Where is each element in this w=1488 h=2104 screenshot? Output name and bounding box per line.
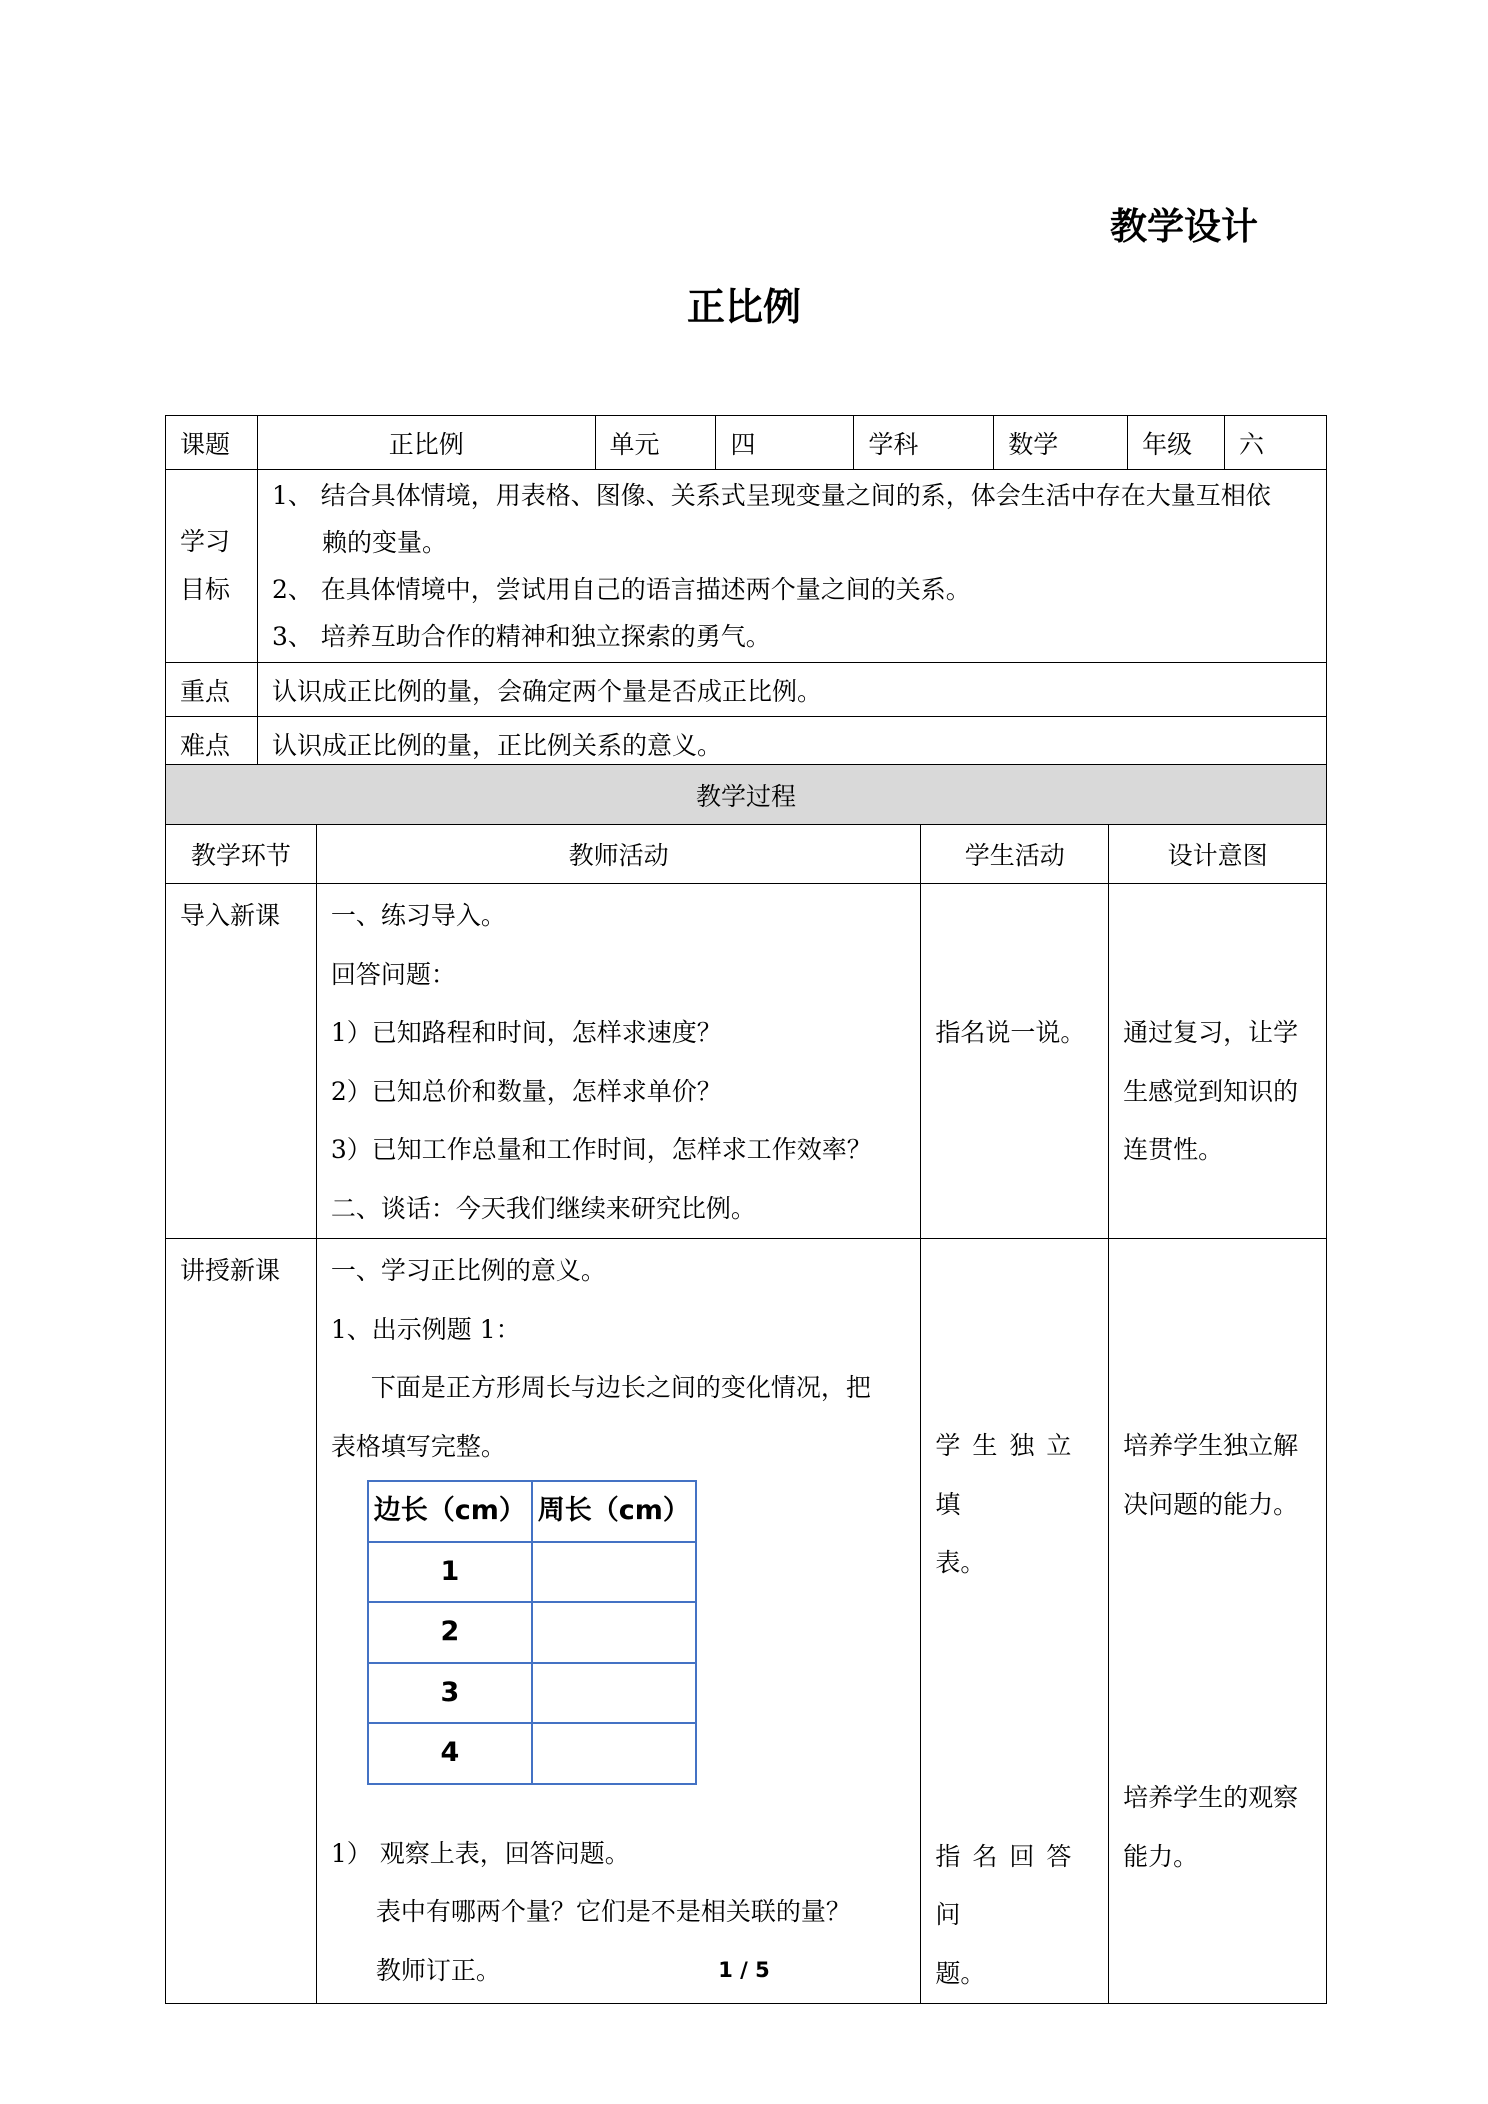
lesson-info-table (165, 415, 1327, 771)
process-row-new (166, 1239, 1327, 2004)
header-intent: 设计意图 (1109, 825, 1327, 884)
process-row-intro (166, 884, 1327, 1239)
intent-intro-line-3: 连贯性。 (1123, 1135, 1224, 1164)
example-side-1: 1 (368, 1542, 532, 1603)
example-table-row (368, 1602, 696, 1663)
example-header-perimeter: 周长（cm） (532, 1481, 696, 1542)
example-table-header-row (368, 1481, 696, 1542)
teacher-intro-line-1: 一、练习导入。 (330, 901, 506, 930)
label-grade: 年级 (1128, 416, 1225, 470)
intent-new-2-line-1: 培养学生的观察 (1123, 1783, 1299, 1812)
student-new-1-line-1: 学生独立填 (935, 1431, 1084, 1519)
key-point: 认识成正比例的量，会确定两个量是否成正比例。 (257, 663, 1326, 717)
student-new-2-line-1: 指名回答问 (935, 1841, 1084, 1929)
value-grade: 六 (1225, 416, 1327, 470)
example-table-row (368, 1663, 696, 1724)
student-intro-text: 指名说一说。 (935, 1018, 1086, 1047)
value-topic: 正比例 (257, 416, 595, 470)
intent-new-1-line-1: 培养学生独立解 (1123, 1431, 1299, 1460)
teacher-new-line-6: 表中有哪两个量？它们是不是相关联的量？ (375, 1897, 851, 1926)
info-row-basic (166, 416, 1327, 470)
teacher-intro-line-5: 3）已知工作总量和工作时间，怎样求工作效率？ (330, 1135, 872, 1164)
teacher-intro (316, 884, 921, 1239)
lesson-title: 正比例 (686, 284, 801, 329)
student-new-2-line-2: 题。 (935, 1958, 986, 1988)
teacher-new-line-5: 1） 观察上表，回答问题。 (330, 1838, 630, 1868)
teacher-new-line-7: 教师订正。 (375, 1955, 501, 1985)
example-table-row (368, 1542, 696, 1603)
student-new-1-line-2: 表。 (935, 1548, 986, 1577)
intent-new-1-line-2: 决问题的能力。 (1123, 1489, 1299, 1519)
example-table-wrap (331, 1476, 907, 1785)
teacher-intro-line-3: 1）已知路程和时间，怎样求速度？ (330, 1018, 722, 1047)
doc-title: 教学设计 (1110, 204, 1258, 248)
label-goals-line1: 学习 (180, 527, 231, 556)
process-header-row (166, 825, 1327, 884)
student-new (921, 1239, 1109, 2004)
label-unit: 单元 (595, 416, 716, 470)
goal-1-line1: 1、 结合具体情境，用表格、图像、关系式呈现变量之间的系，体会生活中存在大量互相依 (271, 481, 1271, 510)
goal-2: 2、 在具体情境中，尝试用自己的语言描述两个量之间的关系。 (271, 575, 971, 604)
value-unit: 四 (716, 416, 854, 470)
teacher-intro-line-4: 2）已知总价和数量，怎样求单价？ (330, 1076, 722, 1106)
teacher-intro-line-2: 回答问题： (330, 959, 456, 989)
label-topic: 课题 (166, 416, 258, 470)
example-side-4: 4 (368, 1723, 532, 1784)
example-perimeter-4 (532, 1723, 696, 1784)
intent-intro (1109, 884, 1327, 1239)
header-stage: 教学环节 (166, 825, 317, 884)
label-subject: 学科 (854, 416, 994, 470)
intent-intro-line-2: 生感觉到知识的 (1123, 1076, 1299, 1106)
example-side-3: 3 (368, 1663, 532, 1724)
page-number: 1 / 5 (718, 1958, 770, 1982)
example-header-side: 边长（cm） (368, 1481, 532, 1542)
goals-content (257, 470, 1326, 663)
info-row-key (166, 663, 1327, 717)
goal-3: 3、 培养互助合作的精神和独立探索的勇气。 (271, 622, 771, 651)
intent-new (1109, 1239, 1327, 2004)
stage-intro: 导入新课 (166, 884, 317, 1239)
process-section-title: 教学过程 (166, 765, 1327, 825)
teacher-new-line-3: 下面是正方形周长与边长之间的变化情况，把 (370, 1373, 871, 1402)
process-title-row (166, 765, 1327, 825)
example-perimeter-1 (532, 1542, 696, 1603)
example-perimeter-3 (532, 1663, 696, 1724)
label-goals-line2: 目标 (180, 575, 231, 604)
intent-new-2-line-2: 能力。 (1123, 1841, 1199, 1871)
label-goals (166, 470, 258, 663)
example-table (367, 1480, 697, 1785)
label-difficulty: 难点 (166, 717, 258, 771)
header-student: 学生活动 (921, 825, 1109, 884)
teacher-new-line-2: 1、出示例题 1： (330, 1314, 521, 1344)
difficulty: 认识成正比例的量，正比例关系的意义。 (257, 717, 1326, 771)
label-key: 重点 (166, 663, 258, 717)
example-side-2: 2 (368, 1602, 532, 1663)
info-row-goals (166, 470, 1327, 663)
student-intro (921, 884, 1109, 1239)
teacher-new-line-1: 一、学习正比例的意义。 (330, 1256, 606, 1285)
teacher-intro-line-6: 二、谈话：今天我们继续来研究比例。 (330, 1193, 756, 1223)
teacher-new-line-4: 表格填写完整。 (330, 1431, 506, 1461)
value-subject: 数学 (994, 416, 1128, 470)
teacher-new (316, 1239, 921, 2004)
teaching-process-table (165, 764, 1327, 2004)
goal-1-line2: 赖的变量。 (321, 528, 447, 557)
example-perimeter-2 (532, 1602, 696, 1663)
intent-intro-line-1: 通过复习，让学 (1123, 1018, 1299, 1047)
header-teacher: 教师活动 (316, 825, 921, 884)
stage-new: 讲授新课 (166, 1239, 317, 2004)
info-row-difficulty (166, 717, 1327, 771)
example-table-row (368, 1723, 696, 1784)
